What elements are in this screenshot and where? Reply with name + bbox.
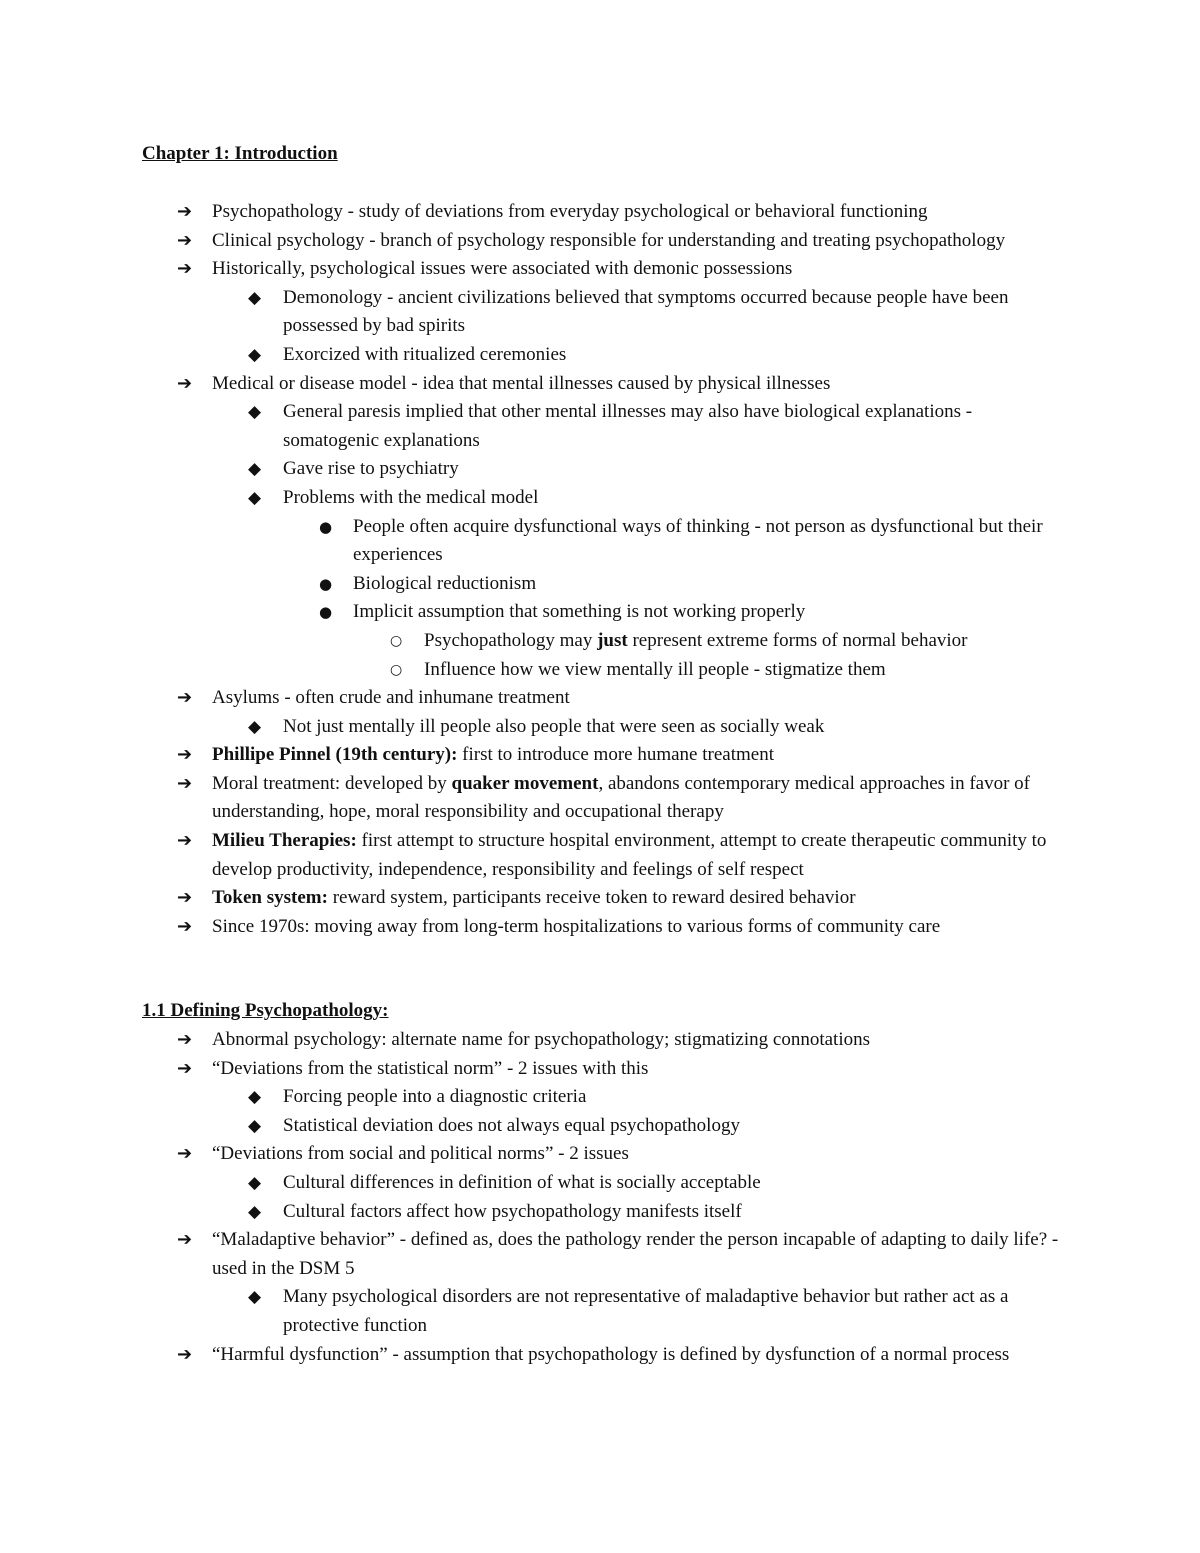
arrow-bullet-icon: ➔ [177, 1029, 193, 1050]
list-item-text [212, 1055, 1062, 1084]
list-item-text-body: “Harmful dysfunction” - assumption that psychopathology is defined by dysfunction of a normal process [212, 1343, 1010, 1365]
list-item-bold-term: Token system: [212, 887, 328, 909]
arrow-bullet-icon: ➔ [177, 372, 193, 394]
list-item-text-body: “Deviations from social and political norms” - 2 issues [212, 1143, 629, 1165]
list-item-text-body: People often acquire dysfunctional ways of thinking - not person as dysfunctional but their experiences [353, 515, 1043, 566]
list-item [0, 255, 1200, 284]
list-item [0, 1140, 1200, 1169]
dot-bullet-icon: ● [319, 574, 333, 593]
list-item-text-body: Cultural differences in definition of what is socially acceptable [283, 1171, 761, 1193]
list-item-text [212, 370, 1062, 399]
arrow-bullet-icon: ➔ [177, 1143, 193, 1165]
list-item-text [424, 627, 1064, 656]
list-item-bold-term: Milieu Therapies: [212, 830, 357, 852]
list-item [0, 1112, 1200, 1141]
chapter-notes-list [0, 198, 1200, 941]
arrow-bullet-icon: ➔ [177, 1343, 193, 1365]
arrow-bullet-icon: ➔ [177, 915, 193, 937]
arrow-bullet-icon: ➔ [177, 772, 193, 794]
list-item [0, 341, 1200, 370]
chapter-heading: Chapter 1: Introduction [142, 143, 338, 164]
list-item [0, 627, 1200, 656]
circle-bullet-icon: ○ [390, 632, 403, 649]
list-item-text-body: first to introduce more humane treatment [457, 744, 774, 766]
list-item-text-body: Asylums - often crude and inhumane treatment [212, 687, 570, 709]
list-item-text-lead: Moral treatment: developed by [212, 772, 452, 794]
list-item-text [212, 884, 1062, 913]
list-item-text [283, 1112, 1063, 1141]
arrow-bullet-icon: ➔ [177, 1229, 193, 1251]
list-item [0, 1169, 1200, 1198]
list-item-text [283, 1198, 1063, 1227]
list-item-text-body: represent extreme forms of normal behavior [627, 629, 968, 651]
list-item-text [353, 513, 1063, 570]
list-item [0, 713, 1200, 742]
diamond-bullet-icon: ◆ [248, 344, 262, 365]
arrow-bullet-icon: ➔ [177, 887, 193, 909]
list-item-bold-term: just [597, 629, 628, 651]
list-item-text-body: Clinical psychology - branch of psychology responsible for understanding and treating psychopathology [212, 229, 1006, 251]
list-item [0, 1026, 1200, 1055]
list-item-text [353, 598, 1063, 627]
list-item-text-body: Implicit assumption that something is not working properly [353, 601, 806, 623]
list-item [0, 370, 1200, 399]
list-item-text [283, 1083, 1063, 1112]
list-item-text-body: Abnormal psychology: alternate name for psychopathology; stigmatizing connotations [212, 1029, 870, 1050]
diamond-bullet-icon: ◆ [248, 716, 262, 737]
circle-bullet-icon: ○ [390, 661, 403, 678]
list-item-text-body: Exorcized with ritualized ceremonies [283, 343, 567, 365]
list-item [0, 598, 1200, 627]
list-item [0, 455, 1200, 484]
diamond-bullet-icon: ◆ [248, 287, 262, 308]
list-item-text-body: “Deviations from the statistical norm” - 2 issues with this [212, 1057, 649, 1079]
list-item-bold-term: quaker movement [451, 772, 599, 794]
list-item [0, 913, 1200, 942]
list-item-text [212, 741, 1062, 770]
list-item-text [283, 455, 1063, 484]
list-item-text [212, 227, 1062, 256]
list-item-text-body: Biological reductionism [353, 572, 537, 594]
list-item-text [212, 770, 1062, 827]
list-item-text [212, 1341, 1062, 1370]
list-item-text-body: , abandons contemporary medical approaches in favor of understanding, hope, moral responsibility and occupational therapy [212, 772, 1030, 823]
list-item [0, 570, 1200, 599]
arrow-bullet-icon: ➔ [177, 1057, 193, 1079]
list-item-text-body: Many psychological disorders are not representative of maladaptive behavior but rather act as a protective function [283, 1286, 1009, 1336]
list-item [0, 398, 1200, 455]
list-item [0, 198, 1200, 227]
list-item-text [212, 198, 1062, 227]
list-item-text [212, 255, 1062, 284]
section-notes-list [0, 1026, 1200, 1369]
list-item [0, 1283, 1200, 1340]
diamond-bullet-icon: ◆ [248, 1287, 262, 1308]
list-item-text-body: Medical or disease model - idea that mental illnesses caused by physical illnesses [212, 372, 831, 394]
diamond-bullet-icon: ◆ [248, 1115, 262, 1136]
list-item-text [283, 484, 1063, 513]
list-item-text-body: Problems with the medical model [283, 486, 539, 508]
diamond-bullet-icon: ◆ [248, 1087, 262, 1108]
list-item-text-body: General paresis implied that other mental illnesses may also have biological explanations - somatogenic explanations [283, 401, 973, 451]
list-item [0, 827, 1200, 884]
arrow-bullet-icon: ➔ [177, 744, 193, 766]
list-item [0, 656, 1200, 685]
arrow-bullet-icon: ➔ [177, 201, 193, 222]
list-item-text-body: reward system, participants receive token to reward desired behavior [327, 887, 856, 909]
diamond-bullet-icon: ◆ [248, 402, 262, 423]
list-item-text [283, 713, 1063, 742]
list-item-bold-term: Phillipe Pinnel (19th century): [212, 744, 458, 766]
list-item-text-body: Psychopathology - study of deviations from everyday psychological or behavioral functioning [212, 201, 928, 222]
list-item [0, 1226, 1200, 1283]
list-item-text [212, 827, 1062, 884]
arrow-bullet-icon: ➔ [177, 258, 193, 280]
list-item [0, 484, 1200, 513]
list-item [0, 284, 1200, 341]
list-item [0, 770, 1200, 827]
list-item [0, 741, 1200, 770]
list-item-text-body: Statistical deviation does not always equal psychopathology [283, 1114, 740, 1136]
list-item-text [283, 1283, 1063, 1340]
list-item [0, 1083, 1200, 1112]
diamond-bullet-icon: ◆ [248, 1172, 262, 1193]
list-item-text-body: first attempt to structure hospital environment, attempt to create therapeutic community to develop productivity, independence, responsibility and feelings of self respect [212, 830, 1047, 880]
list-item [0, 1341, 1200, 1370]
list-item-text-body: Gave rise to psychiatry [283, 458, 459, 480]
list-item-text [353, 570, 1063, 599]
arrow-bullet-icon: ➔ [177, 687, 193, 709]
list-item-text [283, 341, 1063, 370]
list-item-text [212, 684, 1062, 713]
arrow-bullet-icon: ➔ [177, 229, 193, 251]
list-item-text-body: Cultural factors affect how psychopathology manifests itself [283, 1200, 742, 1222]
list-item-text-body: Historically, psychological issues were associated with demonic possessions [212, 258, 793, 280]
list-item-text-body: Since 1970s: moving away from long-term hospitalizations to various forms of community care [212, 915, 941, 937]
list-item [0, 684, 1200, 713]
dot-bullet-icon: ● [319, 603, 333, 622]
list-item-text-body: Not just mentally ill people also people that were seen as socially weak [283, 715, 825, 737]
list-item-text-body: Forcing people into a diagnostic criteria [283, 1086, 587, 1108]
list-item [0, 227, 1200, 256]
list-item-text [283, 398, 1063, 455]
list-item-text [212, 1226, 1062, 1283]
list-item [0, 1055, 1200, 1084]
list-item [0, 1198, 1200, 1227]
list-item [0, 884, 1200, 913]
list-item-text-lead: Psychopathology may [424, 629, 598, 651]
arrow-bullet-icon: ➔ [177, 830, 193, 852]
list-item-text [283, 284, 1063, 341]
diamond-bullet-icon: ◆ [248, 487, 262, 508]
list-item-text-body: Demonology - ancient civilizations believed that symptoms occurred because people have been possessed by bad spirits [283, 286, 1009, 337]
list-item-text [212, 1026, 1062, 1055]
list-item-text [424, 656, 1064, 685]
dot-bullet-icon: ● [319, 517, 333, 536]
section-heading: 1.1 Defining Psychopathology: [142, 1000, 389, 1021]
list-item-text [283, 1169, 1063, 1198]
list-item [0, 513, 1200, 570]
list-item-text-body: Influence how we view mentally ill people - stigmatize them [424, 658, 886, 680]
list-item-text [212, 913, 1062, 942]
diamond-bullet-icon: ◆ [248, 459, 262, 480]
list-item-text-body: “Maladaptive behavior” - defined as, does the pathology render the person incapable of adapting to daily life? - used in the DSM 5 [212, 1229, 1059, 1279]
list-item-text [212, 1140, 1062, 1169]
diamond-bullet-icon: ◆ [248, 1201, 262, 1222]
